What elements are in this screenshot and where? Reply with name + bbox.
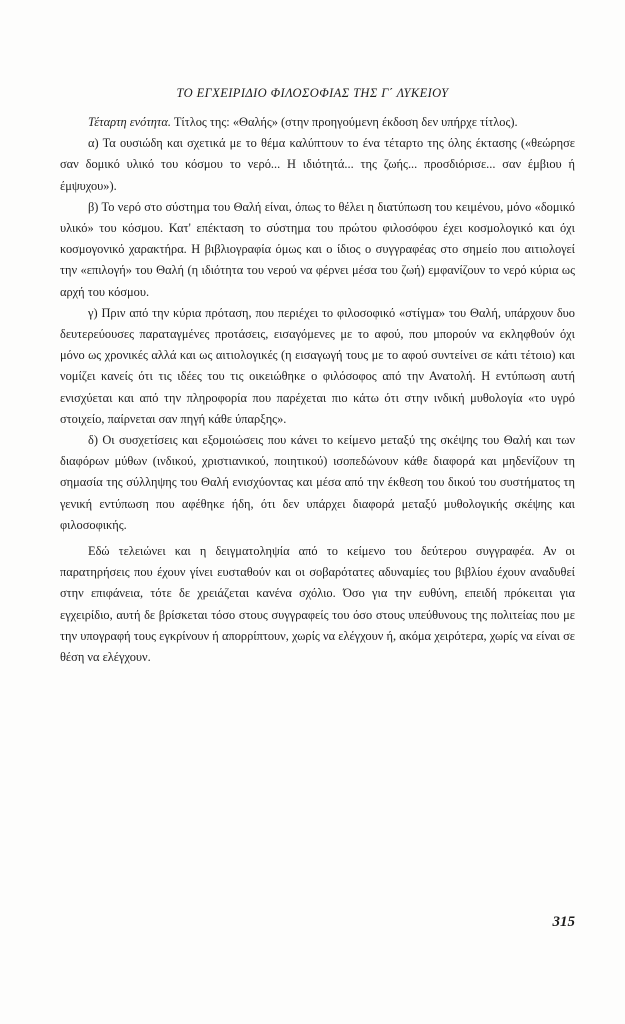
paragraph-b: β) Το νερό στο σύστημα του Θαλή είναι, όπως το θέλει η διατύπωση του κειμένου, μόνο «δομικό υλικό» του κόσμου. Κατ' επέκταση το σύστημα του πρώτου φιλοσόφου έχει κοσμολογικό και όχι κοσμογονικό χαρακτήρα. Η βιβλιογραφία όμως και ο ίδιος ο συγγραφέας στο σημείο που αιτιολογεί την «επιλογή» του Θαλή (η ιδιότητα του νερού να φέρνει μέσα του ζωή) εμφανίζουν το νερό κύρια ως αρχή του κόσμου. (60, 199, 575, 299)
section-intro-paragraph (60, 112, 575, 133)
closing-paragraph: Εδώ τελειώνει και η δειγματοληψία από το κείμενο του δεύτερου συγγραφέα. Αν οι παρατηρήσεις που έχουν γίνει ευσταθούν και οι σοβαρότατες αδυναμίες του βιβλίου έχουν αναδυθεί στην επιφάνεια, τότε δε χρειάζεται κανένα σχόλιο. Όσο για την ευθύνη, επειδή πρόκειται για εγχειρίδιο, αυτή δε βρίσκεται τόσο στους συγγραφείς του όσο στους υπεύθυνους της πολιτείας που με την υπογραφή τους εγκρίνουν ή απορρίπτουν, χωρίς να ελέγχουν ή, ακόμα χειρότερα, χωρίς να είναι σε θέση να ελέγχουν. (60, 544, 575, 665)
paragraph-a: α) Τα ουσιώδη και σχετικά με το θέμα καλύπτουν το ένα τέταρτο της όλης έκτασης («θεώρησε σαν δομικό υλικό του κόσμου το νερό... Η ιδιότητά... της ζωής... προσδιόρισε... σαν έμβιου ή έμψυχου»). (60, 136, 575, 193)
page-number: 315 (552, 914, 575, 930)
running-title: ΤΟ ΕΓΧΕΙΡΙΔΙΟ ΦΙΛΟΣΟΦΙΑΣ ΤΗΣ Γ΄ ΛΥΚΕΙΟΥ (176, 86, 449, 100)
section-intro-text: Τίτλος της: «Θαλής» (στην προηγούμενη έκδοση δεν υπήρχε τίτλος). (170, 115, 518, 129)
paragraph-c: γ) Πριν από την κύρια πρόταση, που περιέχει το φιλοσοφικό «στίγμα» του Θαλή, υπάρχουν δυο δευτερεύουσες παραταγμένες προτάσεις, εισαγόμενες με το αφού, που μπορούν να εκληφθούν όχι μόνο ως χρονικές αλλά και ως αιτιολογικές (η εισαγωγή τους με το αφού συντείνει σε κάτι τέτοιο) και νομίζει κανείς ότι τις ιδέες του τις οικειώθηκε ο φιλόσοφος από την Ανατολή. Η εντύπωση αυτή ενισχύεται και από την πληροφορία που παρέχεται πιο κάτω ότι στην ινδική μυθολογία «το υγρό στοιχείο, παίρνεται σαν πηγή κάθε ύπαρξης». (60, 305, 575, 426)
body-text (60, 112, 575, 668)
section-label: Τέταρτη ενότητα. (88, 115, 171, 129)
paragraph-d: δ) Οι συσχετίσεις και εξομοιώσεις που κάνει το κείμενο μεταξύ της σκέψης του Θαλή και των διαφόρων μύθων (ινδικού, χριστιανικού, ποιητικού) ισοπεδώνουν κάθε διαφορά και μηδενίζουν τη σημασία της σύλληψης του Θαλή ενισχύοντας και μέσα από την έκθεση του δικού του συστήματος τη γενική εντύπωση που αφέθηκε ήδη, ότι δεν υπάρχει διαφορά μεταξύ μυθολογικής σκέψης και φιλοσοφικής. (60, 433, 575, 532)
